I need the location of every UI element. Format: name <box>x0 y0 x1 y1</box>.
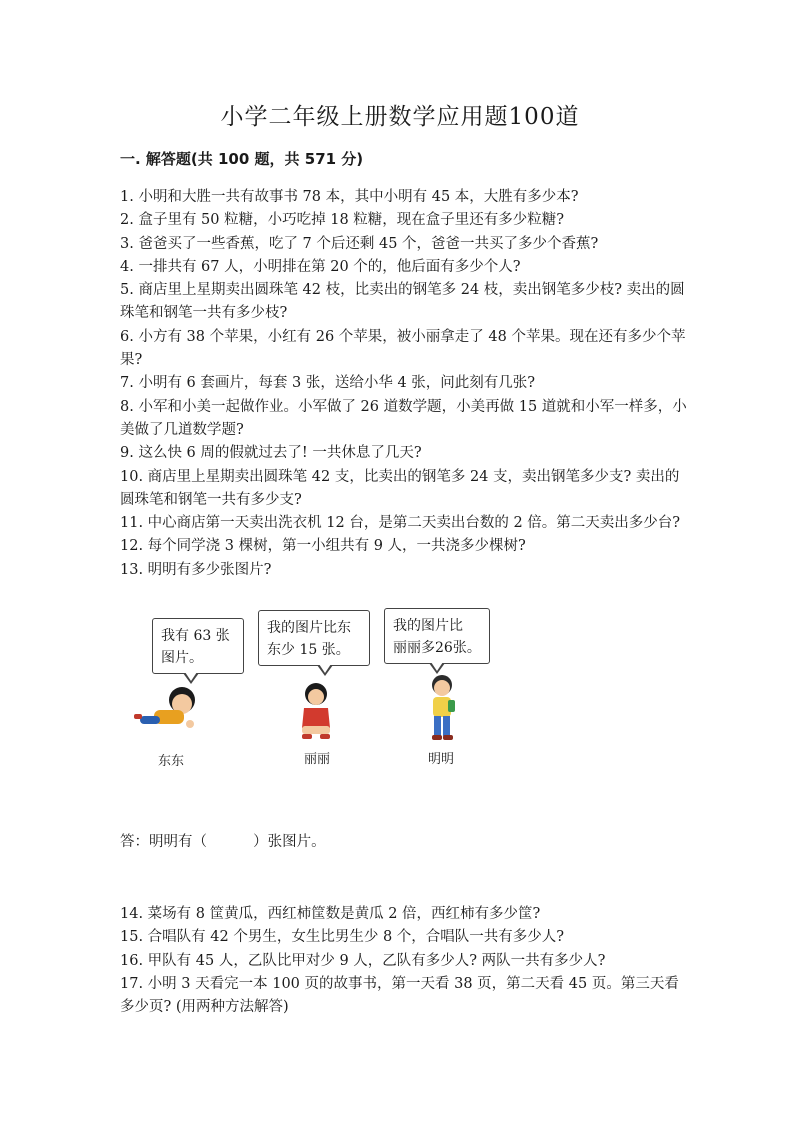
picture-card-figure <box>128 600 508 780</box>
question-8: 8. 小军和小美一起做作业。小军做了 26 道数学题，小美再做 15 道就和小军一样多，小美做了几道数学题? <box>120 398 687 438</box>
question-3: 3. 爸爸买了一些香蕉，吃了 7 个后还剩 45 个，爸爸一共买了多少个香蕉? <box>120 235 599 252</box>
speech-bubble-dongdong <box>152 618 244 674</box>
question-list-a <box>120 186 690 582</box>
bubble-text-line: 我的图片比 <box>393 618 463 634</box>
question-11: 11. 中心商店第一天卖出洗衣机 12 台，是第二天卖出台数的 2 倍。第二天卖出多少台? <box>120 515 681 532</box>
question-1: 1. 小明和大胜一共有故事书 78 本，其中小明有 45 本，大胜有多少本? <box>120 189 579 205</box>
page-title: 小学二年级上册数学应用题100道 <box>220 104 580 130</box>
question-17: 17. 小明 3 天看完一本 100 页的故事书，第一天看 38 页，第二天看 45 页。第三天看多少页? (用两种方法解答) <box>120 975 679 1016</box>
question-4: 4. 一排共有 67 人，小明排在第 20 个的，他后面有多少个人? <box>120 258 521 275</box>
question-6: 6. 小方有 38 个苹果，小红有 26 个苹果，被小丽拿走了 48 个苹果。现在还有多少个苹果? <box>120 328 686 369</box>
bubble-text-line: 丽丽多26张。 <box>393 640 481 656</box>
section-heading: 一. 解答题(共 100 题，共 571 分) <box>120 150 364 168</box>
speech-bubble-mingming <box>384 608 490 664</box>
question-12: 12. 每个同学浇 3 棵树，第一小组共有 9 人，一共浇多少棵树? <box>120 538 526 555</box>
answer-line: 答：明明有（ ）张图片。 <box>120 834 326 850</box>
question-5: 5. 商店里上星期卖出圆珠笔 42 枝，比卖出的钢笔多 24 枝，卖出钢笔多少枝? 卖出的圆珠笔和钢笔一共有多少枝? <box>120 282 685 322</box>
question-list-b <box>120 903 690 1019</box>
name-label-lili: 丽丽 <box>304 752 331 767</box>
bubble-text-line: 我的图片比东 <box>267 620 351 636</box>
question-2: 2. 盒子里有 50 粒糖，小巧吃掉 18 粒糖，现在盒子里还有多少粒糖? <box>120 212 565 229</box>
bubble-text-line: 图片。 <box>161 650 203 666</box>
child-lying-icon <box>132 684 202 740</box>
question-14: 14. 菜场有 8 筐黄瓜，西红柿筐数是黄瓜 2 倍，西红柿有多少筐? <box>120 906 541 922</box>
question-9: 9. 这么快 6 周的假就过去了! 一共休息了几天? <box>120 445 422 462</box>
girl-sitting-icon <box>296 682 336 744</box>
bubble-text-line: 我有 63 张 <box>161 628 230 644</box>
question-16: 16. 甲队有 45 人，乙队比甲对少 9 人，乙队有多少人? 两队一共有多少人? <box>120 952 606 969</box>
question-10: 10. 商店里上星期卖出圆珠笔 42 支，比卖出的钢笔多 24 支，卖出钢笔多少支? 卖出的圆珠笔和钢笔一共有多少支? <box>120 468 680 508</box>
question-15: 15. 合唱队有 42 个男生，女生比男生少 8 个，合唱队一共有多少人? <box>120 929 565 946</box>
boy-walking-icon <box>424 674 460 744</box>
speech-bubble-lili <box>258 610 370 666</box>
bubble-text-line: 东少 15 张。 <box>267 642 350 658</box>
question-7: 7. 小明有 6 套画片，每套 3 张，送给小华 4 张，问此刻有几张? <box>120 375 536 392</box>
name-label-dongdong: 东东 <box>158 754 185 769</box>
question-13: 13. 明明有多少张图片? <box>120 561 272 578</box>
name-label-mingming: 明明 <box>428 752 455 767</box>
